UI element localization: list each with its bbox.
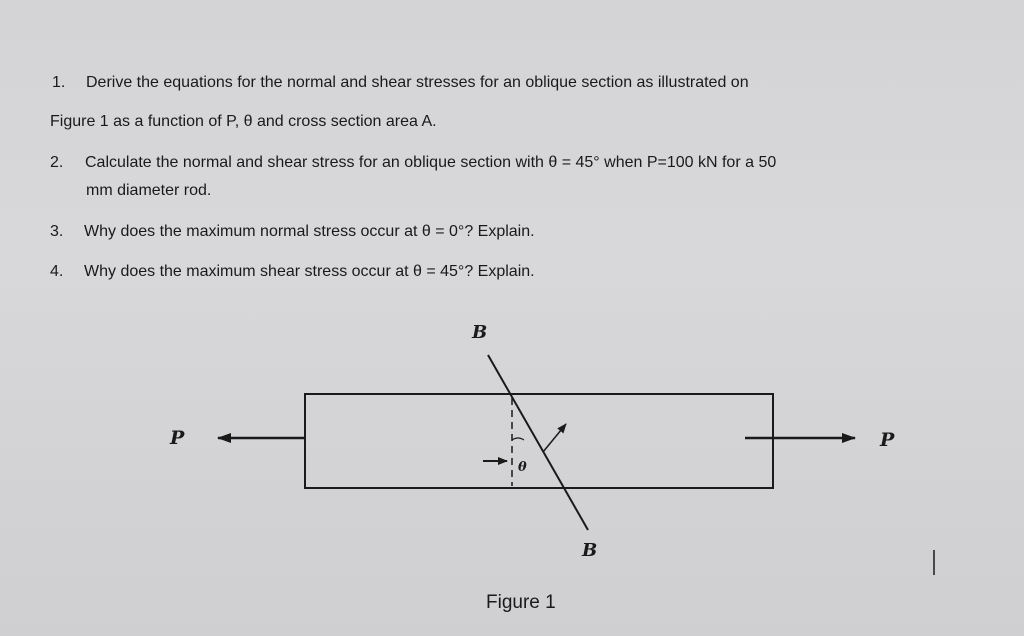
- question-2-number: 2.: [50, 154, 64, 171]
- question-3-line-1: Why does the maximum normal stress occur at θ = 0°? Explain.: [84, 223, 535, 240]
- section-line-bb: [488, 355, 588, 530]
- rod-body: [305, 394, 773, 488]
- question-2-line-1: Calculate the normal and shear stress for an oblique section with θ = 45° when P=100 kN for a 50: [85, 154, 777, 171]
- force-label-right: P: [880, 429, 895, 451]
- angle-arc: [512, 438, 524, 440]
- question-1-line-1: Derive the equations for the normal and shear stresses for an oblique section as illustrated on: [86, 74, 749, 91]
- question-4-line-1: Why does the maximum shear stress occur at θ = 45°? Explain.: [84, 263, 535, 280]
- question-1-number: 1.: [52, 74, 66, 91]
- normal-direction-arrow: [543, 424, 566, 452]
- figure-caption: Figure 1: [486, 592, 556, 613]
- section-label-bottom: B: [582, 540, 598, 561]
- angle-label-theta: θ: [518, 460, 527, 475]
- force-label-left: P: [170, 427, 185, 449]
- question-1-line-2: Figure 1 as a function of P, θ and cross section area A.: [50, 113, 437, 130]
- question-4-number: 4.: [50, 263, 64, 280]
- question-3-number: 3.: [50, 223, 64, 240]
- section-label-top: B: [472, 322, 488, 343]
- question-2-line-2: mm diameter rod.: [86, 182, 212, 199]
